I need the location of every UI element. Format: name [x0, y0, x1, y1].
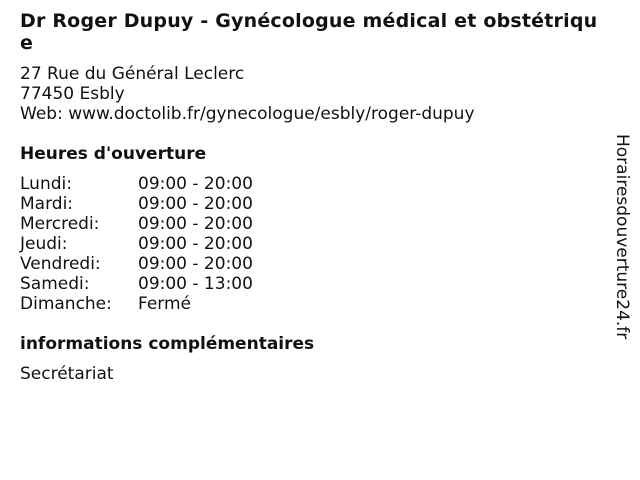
hours-time: 09:00 - 20:00 — [138, 174, 253, 194]
street-address: 27 Rue du Général Leclerc — [20, 64, 245, 84]
hours-time: 09:00 - 20:00 — [138, 214, 253, 234]
hours-table — [20, 174, 600, 314]
address-block — [20, 64, 600, 124]
hours-time: 09:00 - 20:00 — [138, 254, 253, 274]
hours-day: Dimanche: — [20, 294, 112, 314]
hours-day: Jeudi: — [20, 234, 68, 254]
hours-time: 09:00 - 13:00 — [138, 274, 253, 294]
hours-row — [20, 274, 600, 294]
website-link[interactable]: Web: www.doctolib.fr/gynecologue/esbly/roger-dupuy — [20, 104, 475, 124]
hours-row — [20, 254, 600, 274]
hours-day: Lundi: — [20, 174, 72, 194]
hours-row — [20, 214, 600, 234]
page-title: Dr Roger Dupuy - Gynécologue médical et obstétrique — [20, 10, 598, 54]
info-text: Secrétariat — [20, 364, 114, 384]
hours-day: Samedi: — [20, 274, 90, 294]
hours-time: Fermé — [138, 294, 192, 314]
hours-day: Mardi: — [20, 194, 74, 214]
hours-day: Mercredi: — [20, 214, 100, 234]
site-watermark: Horairesdouverture24.fr — [612, 134, 632, 340]
hours-row — [20, 194, 600, 214]
hours-row — [20, 294, 600, 314]
city-postcode: 77450 Esbly — [20, 84, 125, 104]
hours-time: 09:00 - 20:00 — [138, 234, 253, 254]
hours-row — [20, 174, 600, 194]
hours-time: 09:00 - 20:00 — [138, 194, 253, 214]
hours-row — [20, 234, 600, 254]
hours-heading: Heures d'ouverture — [20, 144, 207, 164]
hours-day: Vendredi: — [20, 254, 101, 274]
business-card — [20, 10, 600, 384]
info-heading: informations complémentaires — [20, 334, 315, 354]
